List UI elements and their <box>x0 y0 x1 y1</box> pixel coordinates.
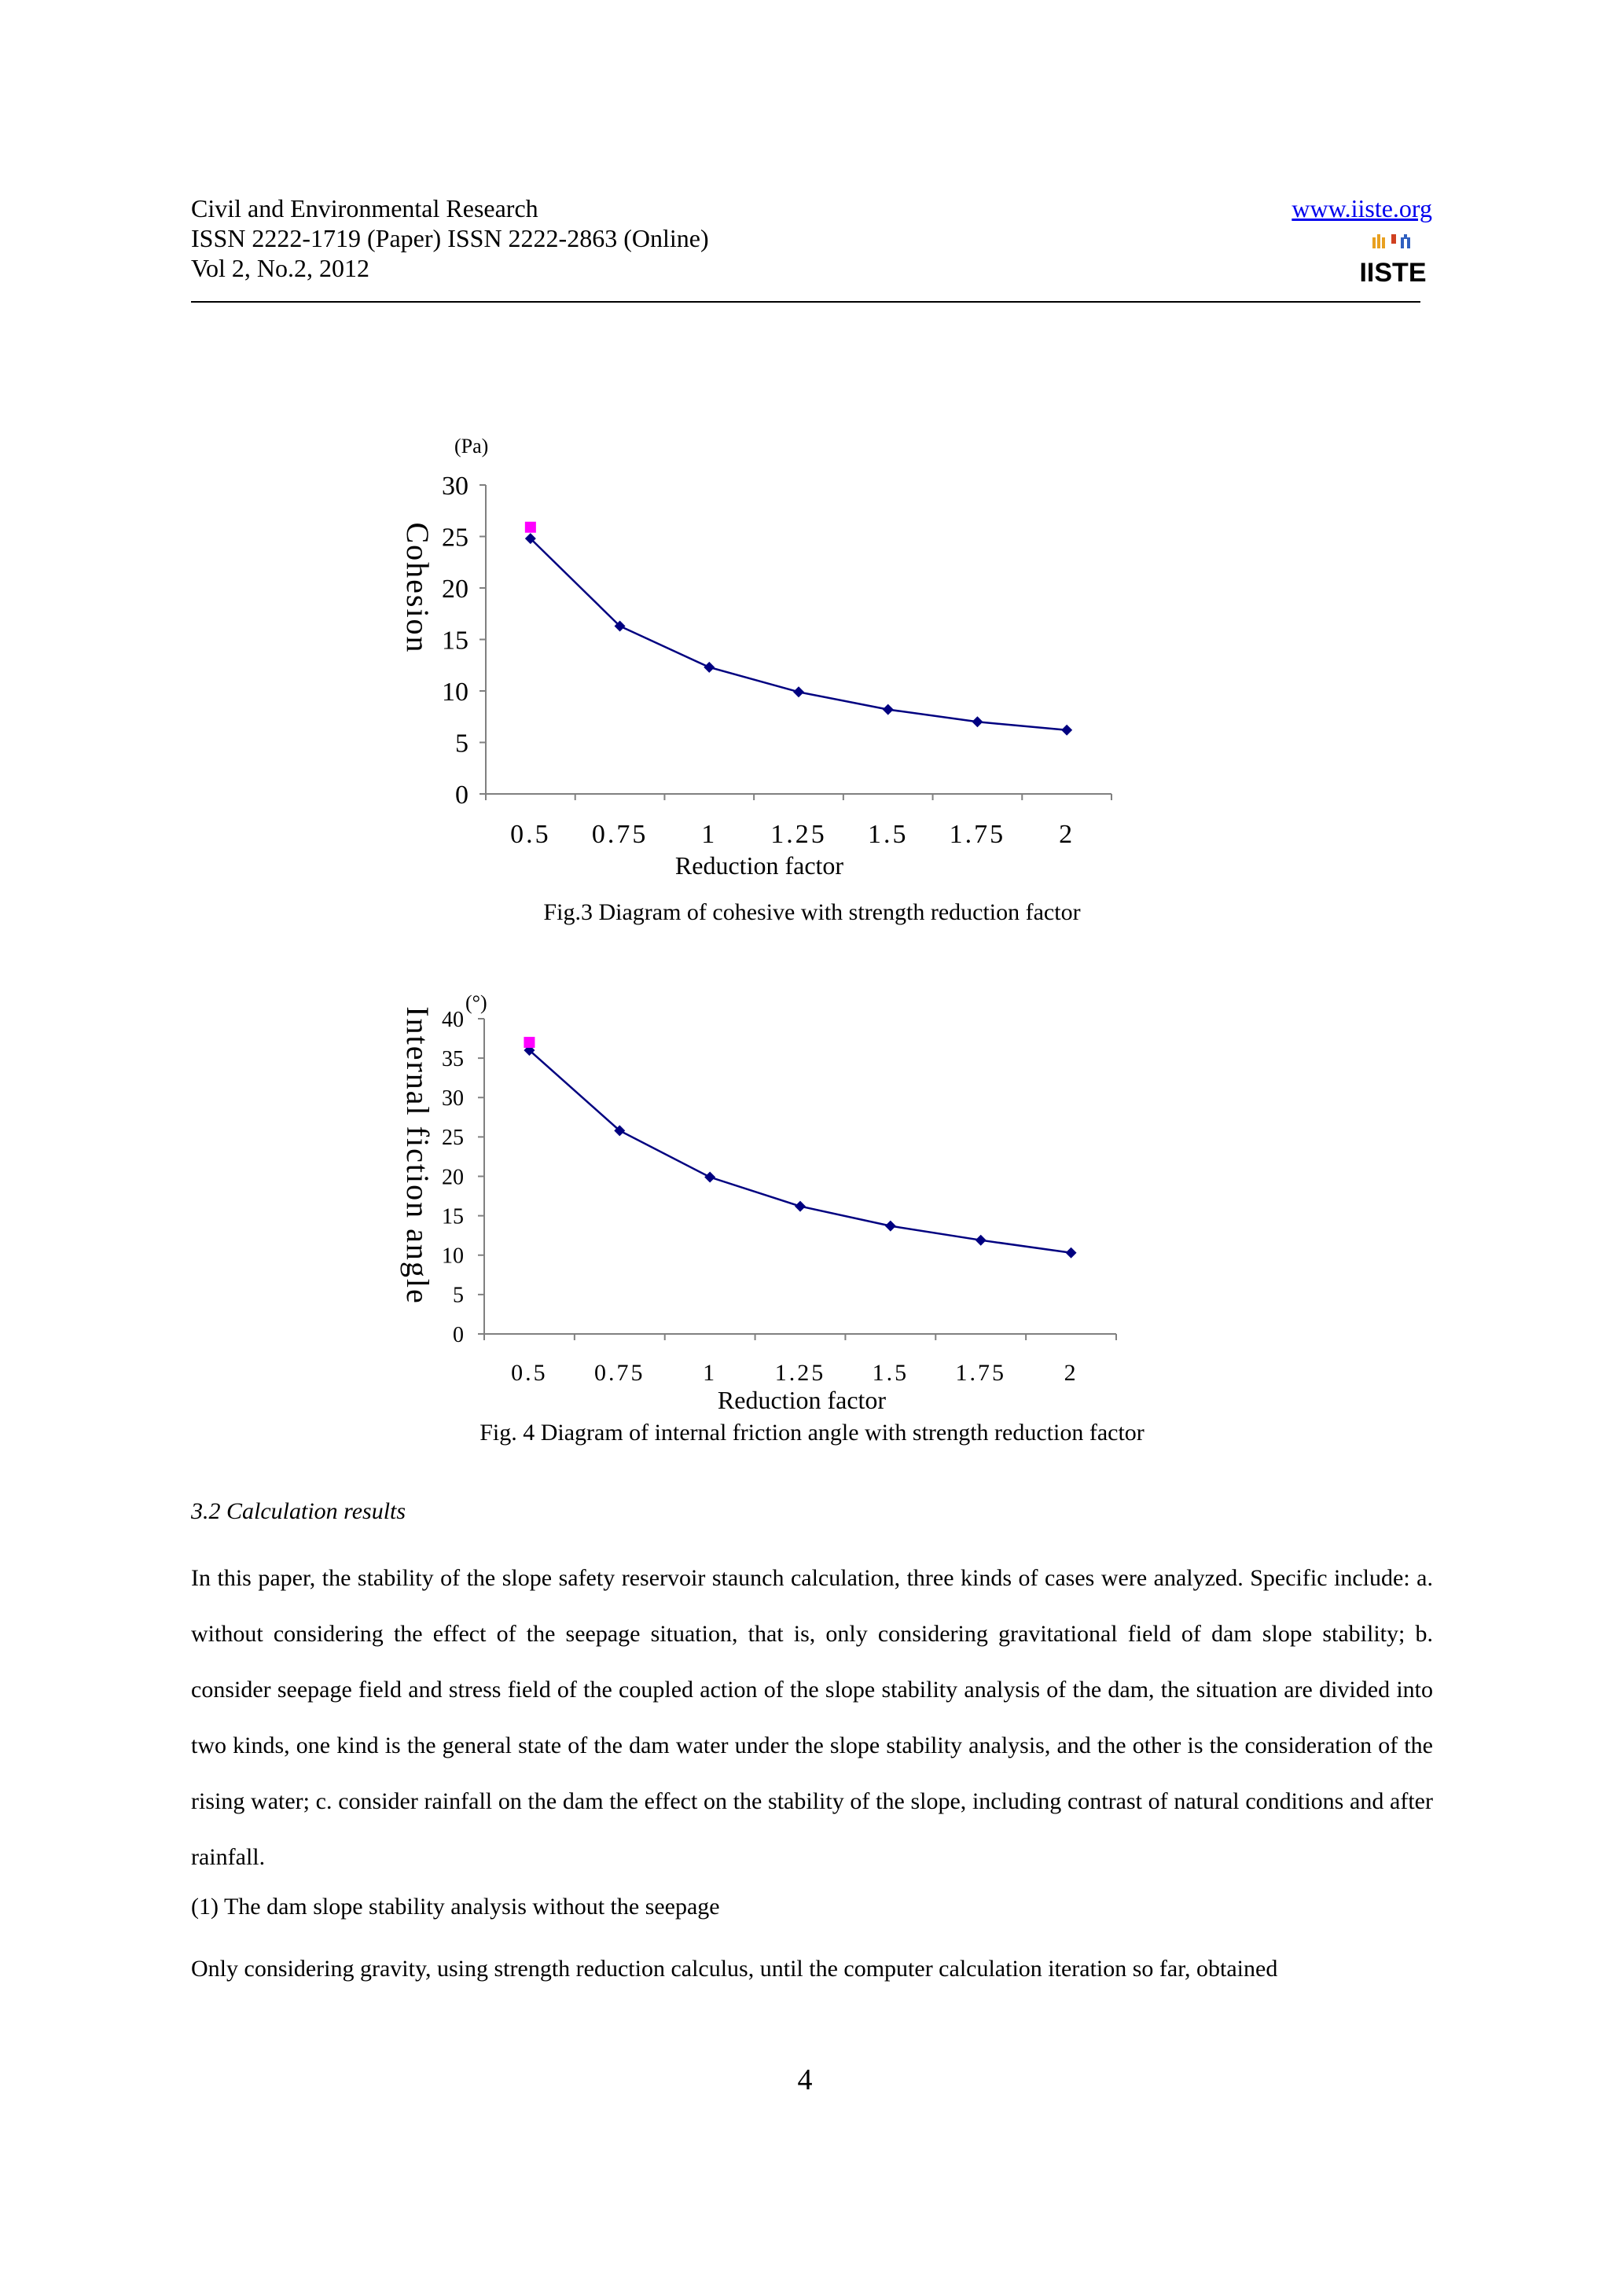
x-tick-label: 1.75 <box>955 1360 1006 1386</box>
y-tick-label: 15 <box>442 626 468 656</box>
x-tick-label: 1.25 <box>770 820 827 849</box>
y-axis-label: Internal fiction angle <box>400 1006 435 1305</box>
x-tick-label: 2 <box>1059 820 1075 849</box>
figure-4-caption: Fig. 4 Diagram of internal friction angle with strength reduction factor <box>479 1420 1145 1446</box>
series-line <box>529 1050 1071 1253</box>
data-point <box>976 1235 987 1246</box>
y-tick-label: 25 <box>442 1126 464 1151</box>
x-tick-label: 0.5 <box>510 820 551 849</box>
y-tick-label: 25 <box>442 523 468 553</box>
logo-text: IISTE <box>1359 258 1427 288</box>
data-point <box>795 1201 806 1212</box>
y-tick-label: 20 <box>442 1165 464 1190</box>
x-tick-label: 2 <box>1064 1360 1078 1386</box>
paragraph-2: Only considering gravity, using strength reduction calculus, until the computer calculation iteration so far, obtained <box>191 1956 1278 1982</box>
x-tick-label: 1 <box>701 820 718 849</box>
data-point-marker <box>524 1037 535 1048</box>
data-point <box>704 1172 715 1183</box>
y-tick-label: 15 <box>442 1204 464 1229</box>
x-tick-label: 1 <box>703 1360 718 1386</box>
x-tick-label: 1.5 <box>872 1360 909 1386</box>
y-tick-label: 0 <box>453 1322 464 1347</box>
page-number: 4 <box>797 2063 813 2096</box>
y-tick-label: 0 <box>455 780 468 810</box>
unit-label: (Pa) <box>454 435 489 457</box>
website-link[interactable]: www.iiste.org <box>1291 194 1432 222</box>
y-tick-label: 35 <box>442 1046 464 1071</box>
subheading-1: (1) The dam slope stability analysis without the seepage <box>191 1894 720 1920</box>
y-tick-label: 10 <box>442 677 468 707</box>
x-tick-label: 0.75 <box>594 1360 645 1386</box>
x-tick-label: 0.5 <box>511 1360 548 1386</box>
y-tick-label: 30 <box>442 471 468 501</box>
x-tick-label: 1.5 <box>867 820 909 849</box>
journal-title: Civil and Environmental Research <box>191 194 538 222</box>
y-axis-label: Cohesion <box>400 522 435 654</box>
paragraph-1: In this paper, the stability of the slope safety reservoir staunch calculation, three kinds of cases were analyzed. Specific include: a. without considering the effect of the seepage situation, that is, only considering gravitational field of dam slope stability; b. consider seepage field and stress field of the coupled action of the slope stability analysis of the dam, the situation are divided into two kinds, one kind is the general state of the dam water under the slope stability analysis, and the other is the consideration of the rising water; c. consider rainfall on the dam the effect on the stability of the slope, including contrast of natural conditions and after rainfall. <box>191 1565 1433 1870</box>
x-tick-label: 0.75 <box>591 820 648 849</box>
y-tick-label: 40 <box>442 1007 464 1032</box>
x-axis-label: Reduction factor <box>674 851 844 880</box>
y-tick-label: 30 <box>442 1086 464 1111</box>
unit-label: (°) <box>465 991 487 1014</box>
section-title: 3.2 Calculation results <box>191 1498 406 1524</box>
y-tick-label: 20 <box>442 574 468 604</box>
volume-line: Vol 2, No.2, 2012 <box>191 254 369 282</box>
issn-line: ISSN 2222-1719 (Paper) ISSN 2222-2863 (Online) <box>191 224 709 252</box>
y-tick-label: 10 <box>442 1244 464 1269</box>
data-point <box>885 1221 896 1232</box>
figure-3-caption: Fig.3 Diagram of cohesive with strength reduction factor <box>543 899 1081 925</box>
x-tick-label: 1.25 <box>774 1360 826 1386</box>
y-tick-label: 5 <box>455 729 468 759</box>
data-point <box>1066 1247 1077 1258</box>
y-tick-label: 5 <box>453 1283 464 1308</box>
x-axis-label: Reduction factor <box>717 1386 887 1414</box>
x-tick-label: 1.75 <box>949 820 1006 849</box>
